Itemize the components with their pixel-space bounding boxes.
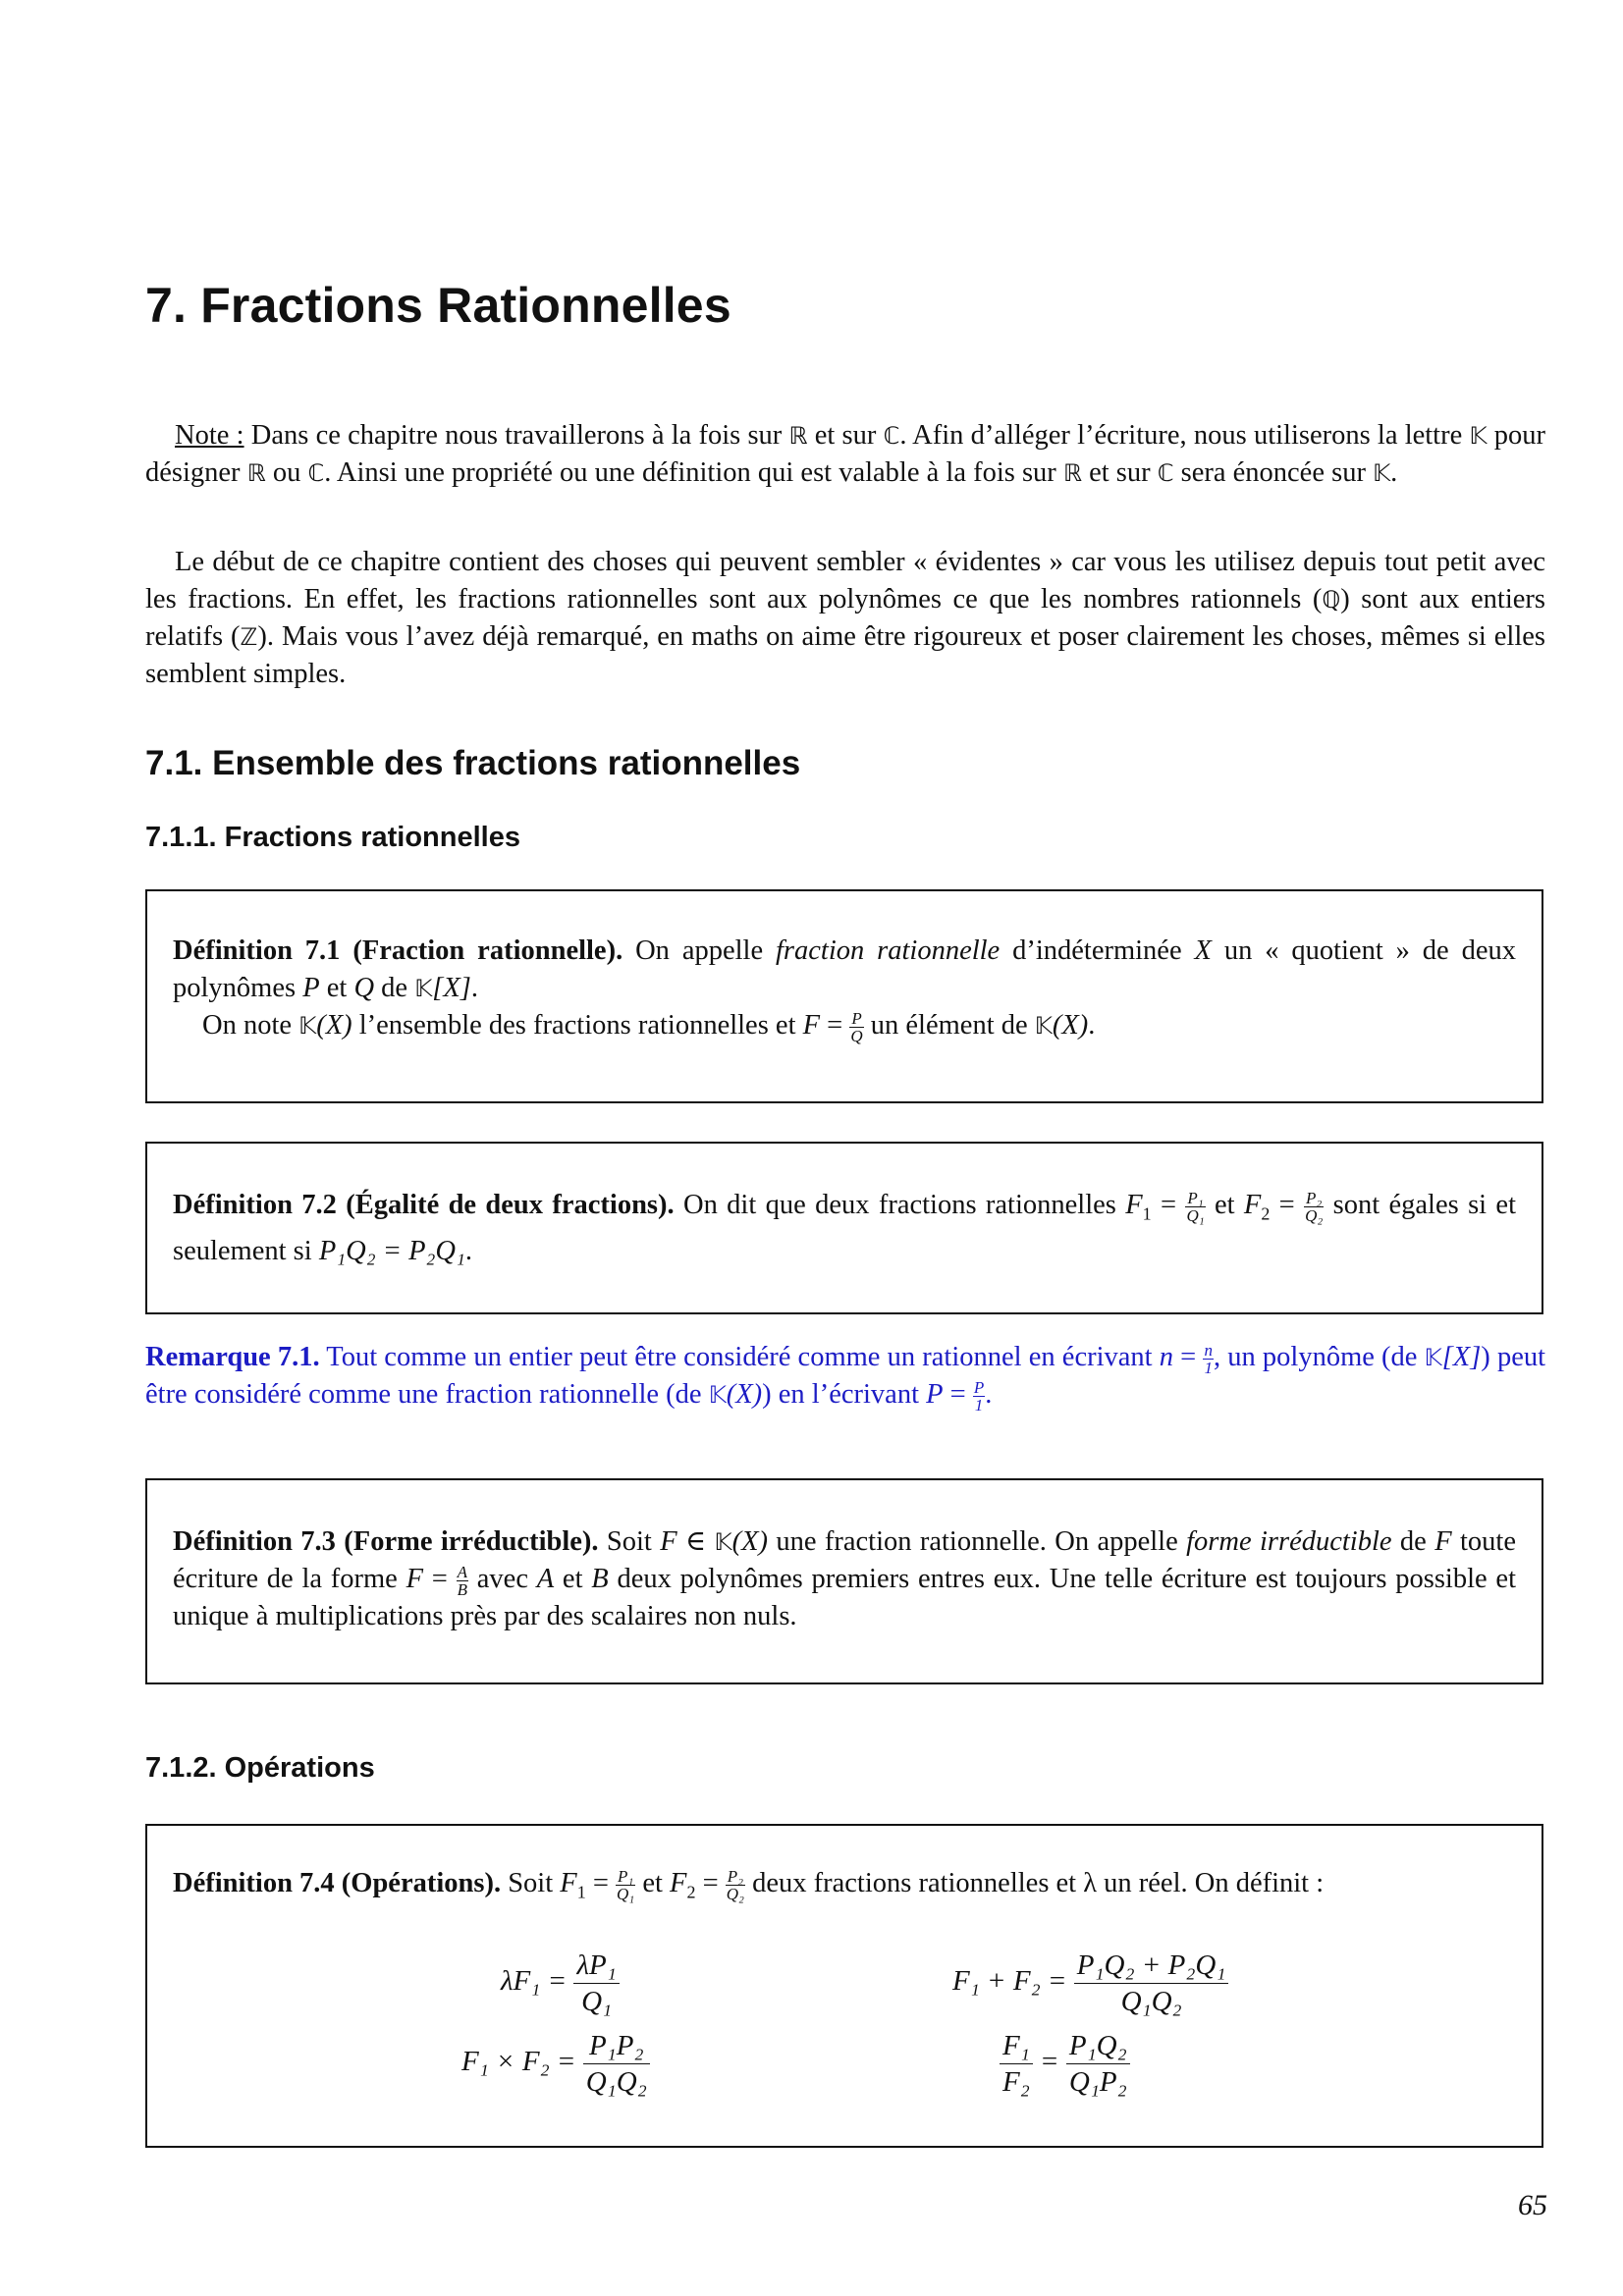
definition-heading: Définition 7.1 (Fraction rationnelle). (173, 935, 623, 966)
fraction-P-over-Q: $\frac{P}{Q}$ (850, 1008, 863, 1045)
definition-box-7-2: Définition 7.2 (Égalité de deux fractions). On dit que deux fractions rationnelles $F_1$ = $\frac{\text{P₁}}{\text{Q₁}}$ et $F_2$ = $\frac{\text{P₂}}{\text{Q₂}}$ sont égales si et seulement si P₁Q₂ = P₂Q₁. (145, 1142, 1543, 1314)
note-label: Note : (175, 420, 244, 451)
definition-box-7-4: Définition 7.4 (Opérations). Soit $F_1$ = $\frac{\text{P₁}}{\text{Q₁}}$ et $F_2$ = $\frac{\text{P₂}}{\text{Q₂}}$ deux fractions rationnelles et λ un réel. On définit : λF₁ = $\frac{\text{λP₁}}{\text{Q₁}}$ F₁ + F₂ = $\frac{\text{P₁Q₂ + P₂Q₁}}{\text{Q₁Q₂}}$ F₁ × F₂ = $\frac{\text{P₁P₂}}{\text{Q₁Q₂}}$ $\frac{\text{F₁}}{\text{F₂}}$ = $\frac{\text{P₁Q₂}}{\text{Q₁P₂}}$ (145, 1824, 1543, 2148)
page-number: 65 (1518, 2189, 1547, 2221)
definition-heading: Définition 7.3 (Forme irréductible). (173, 1526, 599, 1557)
fraction-P2-over-Q2: $\frac{\text{P₂}}{\text{Q₂}}$ (726, 1866, 744, 1903)
definition-heading: Définition 7.2 (Égalité de deux fractions). (173, 1190, 675, 1220)
fraction-P1-over-Q1: $\frac{\text{P₁}}{\text{Q₁}}$ (1186, 1188, 1205, 1225)
definition-box-7-1: Définition 7.1 (Fraction rationnelle). On appelle fraction rationnelle d’indéterminée X un « quotient » de deux polynômes P et Q de 𝕂[X]. On note 𝕂(X) l’ensemble des fractions rationnelles et F = $\frac{P}{Q}$ un élément de 𝕂(X). (145, 889, 1543, 1103)
fraction-n-over-1: $\frac{n}{1}$ (1204, 1340, 1213, 1377)
note-paragraph: Note : Dans ce chapitre nous travaillerons à la fois sur ℝ et sur ℂ. Afin d’alléger l’écriture, nous utiliserons la lettre 𝕂 pour désigner ℝ ou ℂ. Ainsi une propriété ou une définition qui est valable à la fois sur ℝ et sur ℂ sera énoncée sur 𝕂. (145, 420, 1545, 488)
definition-heading: Définition 7.4 (Opérations). (173, 1868, 502, 1898)
definition-box-7-3: Définition 7.3 (Forme irréductible). Soit F ∈ 𝕂(X) une fraction rationnelle. On appelle forme irréductible de F toute écriture de la forme F = $\frac{A}{B}$ avec A et B deux polynômes premiers entres eux. Une telle écriture est toujours possible et unique à multiplications près par des scalaires non nuls. (145, 1478, 1543, 1684)
fraction-A-over-B: $\frac{A}{B}$ (457, 1562, 468, 1599)
equation-quotient: $\frac{\text{F₁}}{\text{F₂}}$ = $\frac{\text{P₁Q₂}}{\text{Q₁P₂}}$ (1000, 2028, 1130, 2100)
remark-heading: Remarque 7.1. (145, 1342, 320, 1372)
equation-product: F₁ × F₂ = $\frac{\text{P₁P₂}}{\text{Q₁Q₂}}$ (461, 2028, 650, 2100)
fraction-P1-over-Q1: $\frac{\text{P₁}}{\text{Q₁}}$ (617, 1866, 635, 1903)
equation-scalar-product: λF₁ = $\frac{\text{λP₁}}{\text{Q₁}}$ (501, 1948, 620, 2019)
section-title: 7.1. Ensemble des fractions rationnelles (145, 744, 801, 782)
equation-sum: F₁ + F₂ = $\frac{\text{P₁Q₂ + P₂Q₁}}{\text{Q₁Q₂}}$ (952, 1948, 1228, 2019)
remark-paragraph: Remarque 7.1. Tout comme un entier peut être considéré comme un rationnel en écrivant n = $\frac{n}{1}$ , un polynôme (de 𝕂[X]) peut être considéré comme une fraction rationnelle (de 𝕂(X)) en l’écrivant P = $\frac{P}{1}$ . (145, 1340, 1546, 1415)
fraction-P2-over-Q2: $\frac{\text{P₂}}{\text{Q₂}}$ (1305, 1188, 1324, 1225)
subsection-title-2: 7.1.2. Opérations (145, 1752, 375, 1784)
fraction-P-over-1: $\frac{P}{1}$ (973, 1377, 985, 1415)
intro-paragraph: Le début de ce chapitre contient des choses qui peuvent sembler « évidentes » car vous les utilisez depuis tout petit avec les fractions. En effet, les fractions rationnelles sont aux polynômes ce que les nombres rationnels (ℚ) sont aux entiers relatifs (ℤ). Mais vous l’avez déjà remarqué, en maths on aime être rigoureux et poser clairement les choses, mêmes si elles semblent simples. (145, 547, 1545, 689)
chapter-title: 7. Fractions Rationnelles (145, 278, 731, 333)
subsection-title-1: 7.1.1. Fractions rationnelles (145, 822, 520, 853)
